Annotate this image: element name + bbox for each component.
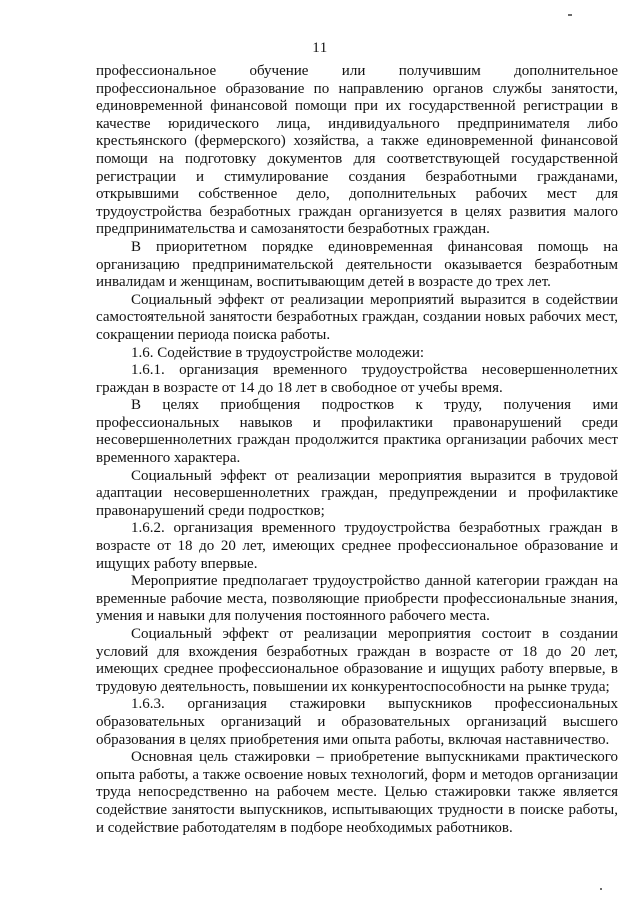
page-number: 11 — [312, 40, 328, 56]
section-heading-1-6: 1.6. Содействие в трудоустройстве молодежи: — [131, 344, 425, 361]
item-1-6-2: 1.6.2. организация временного трудоустройства безработных граждан в возрасте от 18 до 20 лет, имеющих среднее профессиональное образование и ищущих работу впервые. — [96, 520, 618, 572]
paragraph-teen-employment: В целях приобщения подростков к труду, получения ими профессиональных навыков и профилактики правонарушений среди несовершеннолетних граждан продолжится практика организации рабочих мест временного характера. — [96, 397, 618, 467]
paragraph-continued: профессиональное обучение или получившим дополнительное профессиональное образование по направлению органов службы занятости, единовременной финансовой помощи при их государственной регистрации в качестве юридического лица, индивидуального предпринимателя либо крестьянского (фермерского) хозяйства, а также единовременной финансовой помощи на подготовку документов для соответствующей государственной регистрации и стимулирование создания безработными гражданами, открывшими собственное дело, дополнительных рабочих мест для трудоустройства безработных граждан организуется в целях развития малого предпринимательства и самозанятости безработных граждан. — [96, 63, 618, 238]
paragraph-social-effect-teens: Социальный эффект от реализации мероприятия выразится в трудовой адаптации несовершеннолетних граждан, предупреждении и профилактике правонарушений среди подростков; — [96, 467, 618, 519]
document-body — [96, 63, 618, 837]
item-1-6-1: 1.6.1. организация временного трудоустройства несовершеннолетних граждан в возрасте от 14 до 18 лет в свободное от учебы время. — [96, 362, 618, 396]
paragraph-social-effect-young: Социальный эффект от реализации мероприятия состоит в создании условий для вхождения безработных граждан в возрасте от 18 до 20 лет, имеющих среднее профессиональное образование и ищущих работу впервые, в трудовую деятельность, повышении их конкурентоспособности на рынке труда; — [96, 626, 618, 695]
item-1-6-3: 1.6.3. организация стажировки выпускников профессиональных образовательных организаций и образовательных организаций высшего образования в целях приобретения ими опыта работы, включая наставничество. — [96, 696, 618, 748]
scan-dot-mark — [568, 14, 572, 16]
scan-dot-mark — [600, 888, 602, 890]
paragraph-priority-assistance: В приоритетном порядке единовременная финансовая помощь на организацию предпринимательской деятельности оказывается безработным инвалидам и женщинам, воспитывающим детей в возрасте до трех лет. — [96, 238, 618, 291]
paragraph-social-effect-self-employment: Социальный эффект от реализации мероприятий выразится в содействии самостоятельной занятости безработных граждан, создании новых рабочих мест, сокращении периода поиска работы. — [96, 291, 618, 343]
paragraph-internship-goal: Основная цель стажировки – приобретение выпускниками практического опыта работы, а также освоение новых технологий, форм и методов организации труда непосредственно на рабочем месте. Целью стажировки также является содействие занятости выпускников, испытывающих трудности в поиске работы, и содействие работодателям в подборе необходимых работников. — [96, 749, 618, 836]
paragraph-temporary-jobs: Мероприятие предполагает трудоустройство данной категории граждан на временные рабочие места, позволяющие приобрести профессиональные знания, умения и навыки для получения постоянного рабочего места. — [96, 573, 618, 625]
